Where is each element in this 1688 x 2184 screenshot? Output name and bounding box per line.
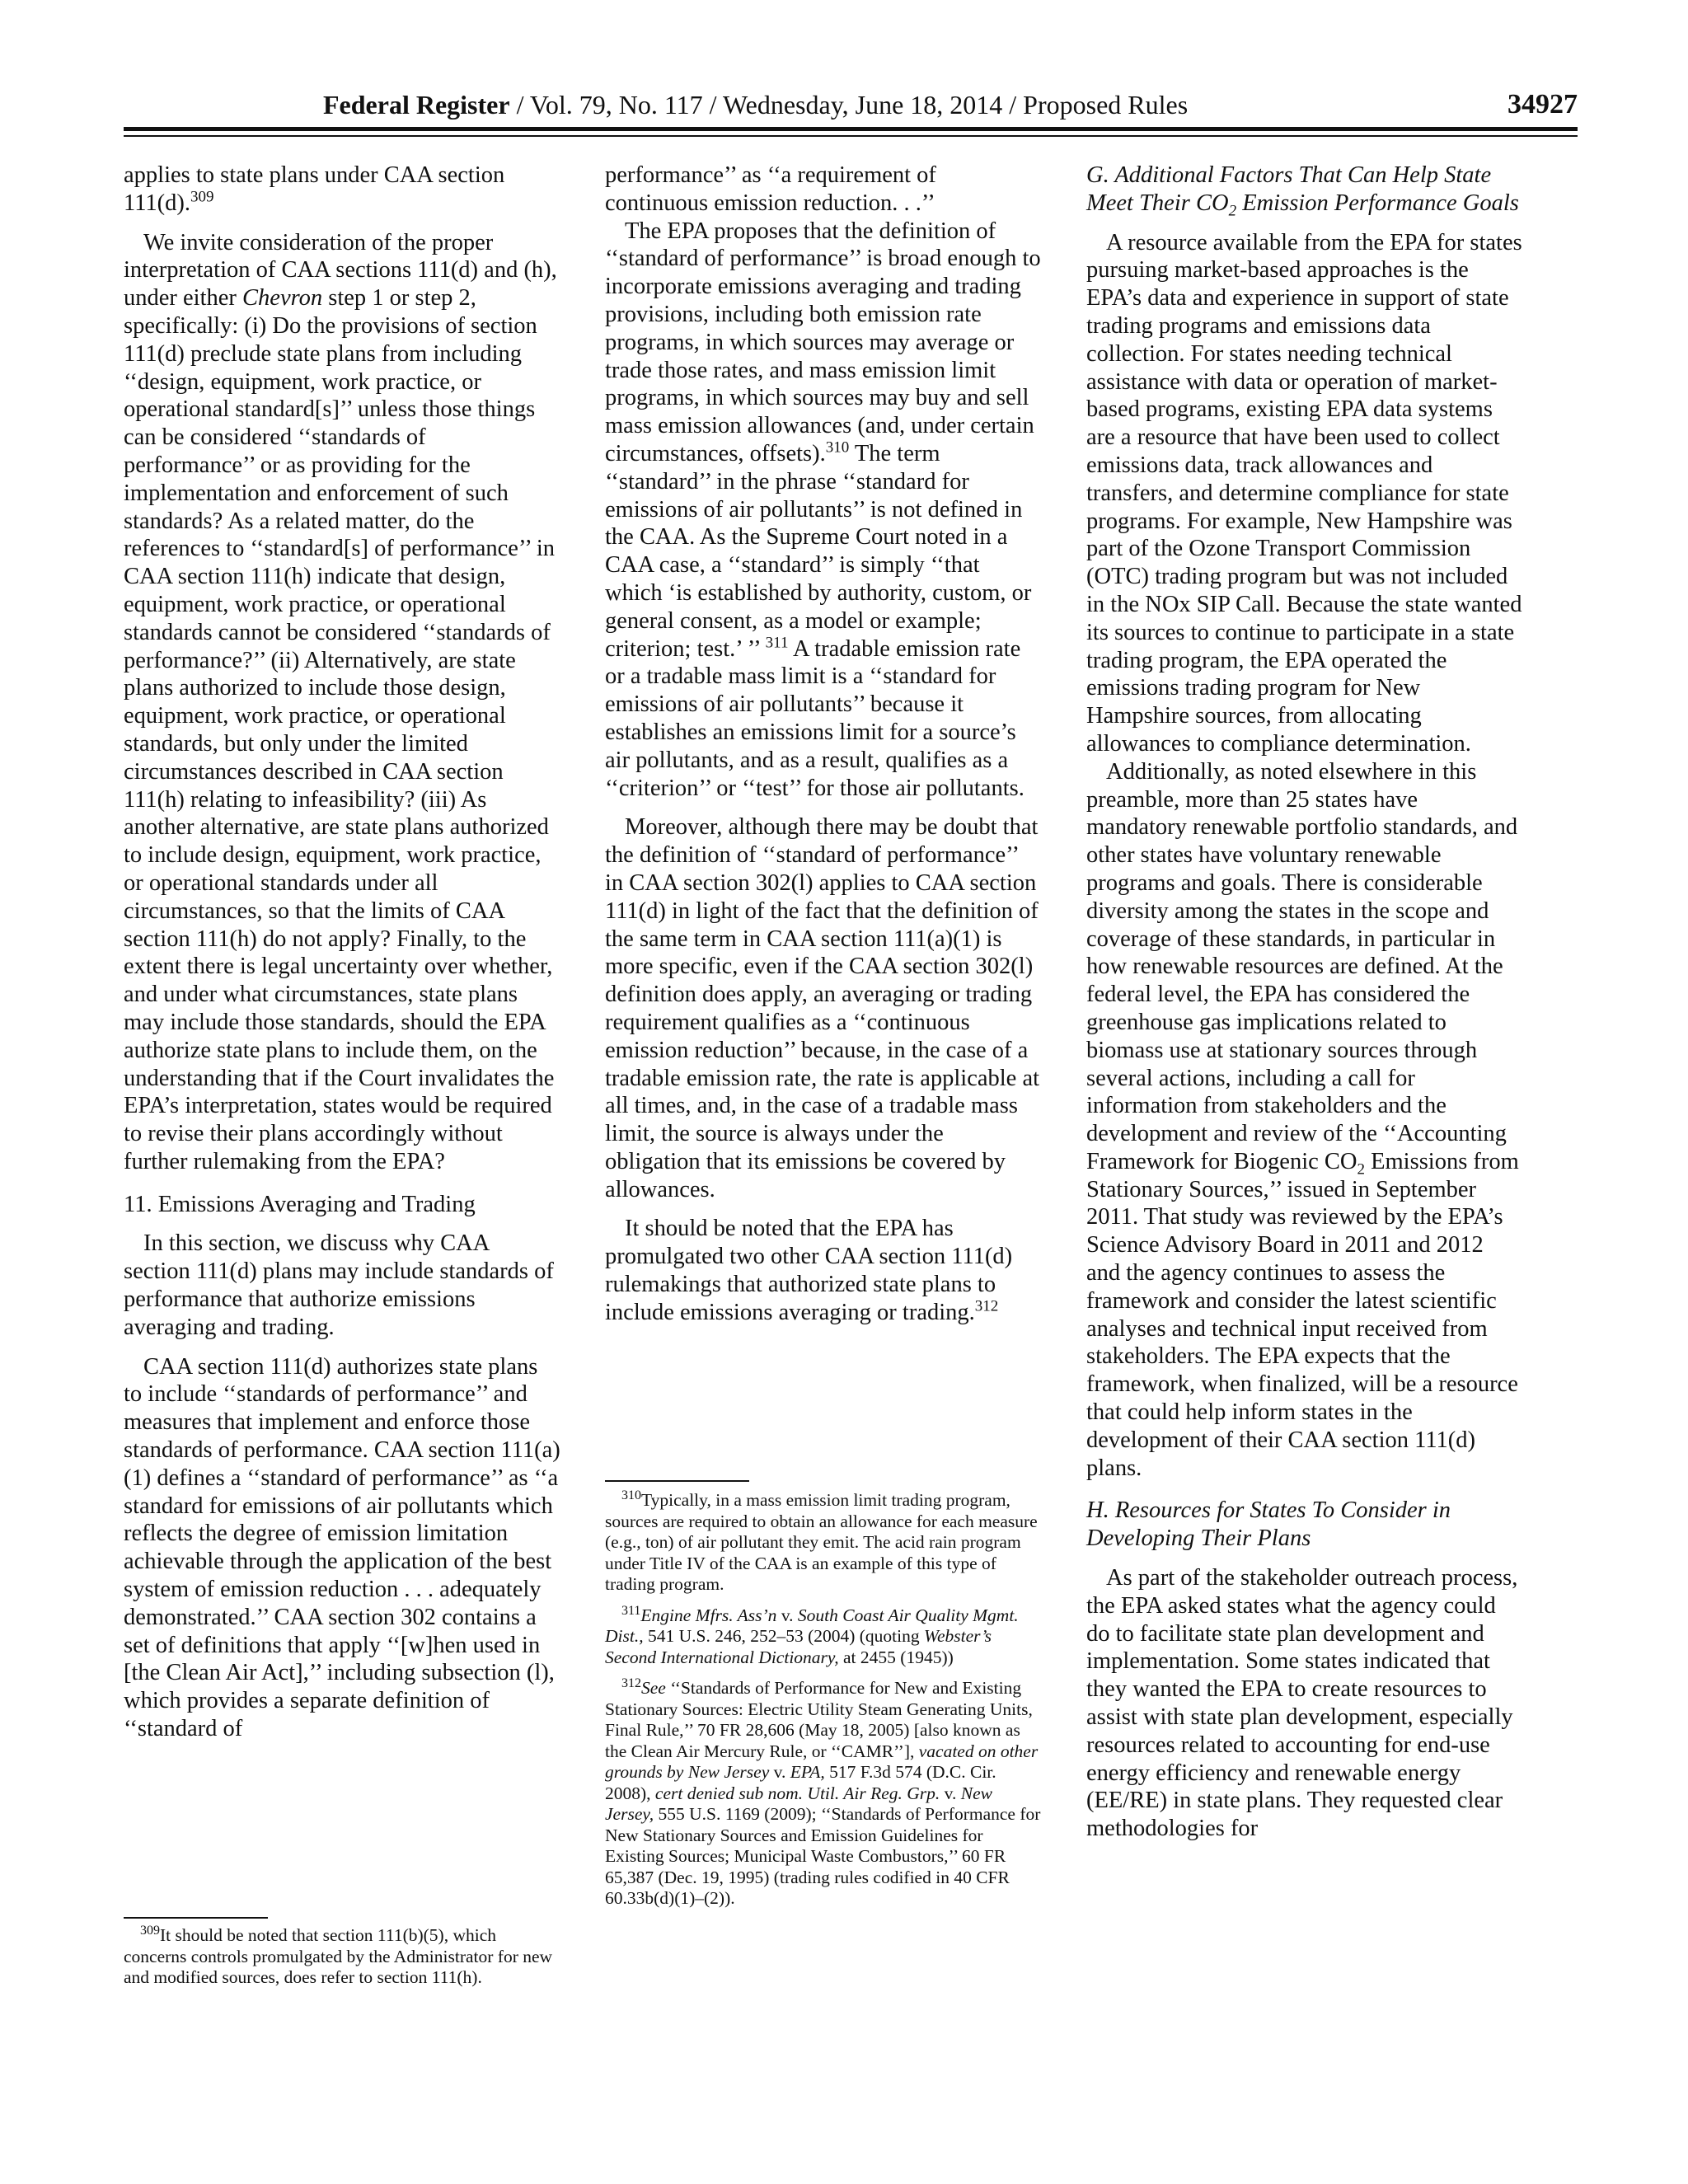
page-header [124,86,1578,124]
paragraph [124,162,560,218]
case-name: Chevron [242,285,323,312]
paragraph: A resource available from the EPA for states pursuing market-based approaches is the EPA’s data and experience in support of state trading programs and emissions data collection. For states needing technical assistance with data or operation of market-based programs, existing EPA data systems are a resource that have been used to collect emissions data, track allowances and transfers, and determine compliance for state programs. For example, New Hampshire was part of the Ozone Transport Commission (OTC) trading program but was not included in the NOx SIP Call. Because the state wanted its sources to continue to participate in a state trading program, the EPA operated the emissions trading program for New Hampshire sources, from allocating allowances to compliance determination. [1086,229,1522,757]
footnote-ref: 311 [765,634,789,652]
footnote-number: 309 [140,1923,160,1938]
text: applies to state plans under CAA section 111(d). [124,162,505,216]
footnote-rule [124,1917,268,1919]
issue-line: / Vol. 79, No. 117 / Wednesday, June 18, 2014 / Proposed Rules [509,90,1189,120]
citation-italic: See [641,1678,666,1698]
text: We invite consideration of the proper interpretation of CAA sections 111(d) and (h), under either [124,229,557,312]
footnote-ref: 310 [825,438,850,457]
citation-italic: Webster’s Second International Dictionary, [605,1626,992,1667]
text: Emission Performance Goals [1236,190,1519,216]
header-citation [323,86,1188,124]
column-2 [605,162,1042,1327]
footnote [124,1925,560,1989]
section-heading-g [1086,162,1523,218]
publication-name: Federal Register [323,90,510,120]
footnote-number: 311 [621,1603,641,1618]
footnote-number: 310 [621,1488,641,1502]
text: The term ‘‘standard’’ in the phrase ‘‘standard for emissions of air pollutants’’ is not defined in the CAA. As the Supreme Court noted in a CAA case, a ‘‘standard’’ is simply ‘‘that which ‘is established by authority, custom, or general consent, as a model or example; criterion; test.’ ’’ [605,440,1032,662]
footnote [605,1675,1042,1910]
footnote-text: Typically, in a mass emission limit trading program, sources are required to obtain an allowance for each measure (e.g., ton) of air pollutant they emit. The acid rain program under Title IV of the CAA is an example of this type of trading program. [605,1490,1038,1594]
paragraph: As part of the stakeholder outreach process, the EPA asked states what the agency could do to facilitate state plan development and implementation. Some states indicated that they wanted the EPA to create resources to assist with state plan development, especially resources related to accounting for end-use energy efficiency and renewable energy (EE/RE) in state plans. They requested clear methodologies for [1086,1565,1518,1842]
footnote-number: 312 [621,1675,641,1690]
footnote [605,1605,1042,1669]
footnote-text: v. [769,1762,790,1782]
citation-italic: Engine Mfrs. Ass’n [640,1605,777,1625]
footnotes-col1 [124,1925,560,1999]
section-heading-h: H. Resources for States To Consider in Developing Their Plans [1086,1497,1451,1552]
page-number: 34927 [1507,89,1578,120]
citation-italic: vacated on other grounds by New Jersey [605,1741,1039,1782]
paragraph [124,229,560,1176]
paragraph: CAA section 111(d) authorizes state plans to include ‘‘standards of performance’’ and measures that implement and enforce those standards of performance. CAA section 111(a)(1) defines a ‘‘standard of performance’’ as ‘‘a standard for emissions of air pollutants which reflects the degree of emission limitation achievable through the application of the best system of emission reduction . . . adequately demonstrated.’’ CAA section 302 contains a set of definitions that apply ‘‘[w]hen used in [the Clean Air Act],’’ including subsection (l), which provides a separate definition of ‘‘standard of [124,1353,560,1742]
header-rule-thick [124,127,1578,131]
paragraph [605,218,1042,803]
citation-italic: cert denied sub nom. Util. Air Reg. Grp. [654,1783,940,1803]
paragraph [1086,758,1523,1483]
subscript: 2 [1228,202,1237,220]
paragraph [605,1215,1042,1326]
footnote-text: It should be noted that section 111(b)(5), which concerns controls promulgated by the Administrator for new and modified sources, does refer to section 111(h). [124,1925,553,1987]
column-3 [1086,162,1523,1843]
section-heading: 11. Emissions Averaging and Trading [124,1191,476,1217]
header-rule-thin [124,135,1578,137]
paragraph: In this section, we discuss why CAA section 111(d) plans may include standards of performance that authorize emissions averaging and trading. [124,1230,554,1340]
footnote-text: 541 U.S. 246, 252–53 (2004) (quoting [643,1626,925,1646]
text: Emissions from Stationary Sources,’’ issued in September 2011. That study was reviewed by the EPA’s Science Advisory Board in 2011 and 2012 and the agency continues to assess the framework and consider the latest scientific analyses and technical input received from stakeholders. The EPA expects that the framework, when finalized, will be a resource that could help inform states in the development of their CAA section 111(d) plans. [1086,1148,1519,1481]
footnote-rule [605,1480,749,1482]
citation-italic: New Jersey, [605,1783,992,1824]
paragraph: Moreover, although there may be doubt that the definition of ‘‘standard of performance’’ in CAA section 302(l) applies to CAA section 111(d) in light of the fact that the definition of the same term in CAA section 111(a)(1) is more specific, even if the CAA section 302(l) definition does apply, an averaging or trading requirement qualifies as a ‘‘continuous emission reduction’’ because, in the case of a tradable emission rate, the rate is applicable at all times, and, in the case of a tradable mass limit, the source is always under the obligation that its emissions be covered by allowances. [605,814,1040,1202]
footnote [605,1490,1042,1596]
footnote-text: v. [940,1783,961,1803]
paragraph: performance’’ as ‘‘a requirement of continuous emission reduction. . .’’ [605,162,936,216]
column-1 [124,162,560,1743]
subscript: 2 [1357,1160,1365,1179]
footnote-text: 555 U.S. 1169 (2009); ‘‘Standards of Performance for New Stationary Sources and Emission Guidelines for Existing Sources; Municipal Waste Combustors,’’ 60 FR 65,387 (Dec. 19, 1995) (trading rules codified in 40 CFR 60.33b(d)(1)–(2)). [605,1804,1041,1908]
text: G. Additional Factors That Can Help State Meet Their CO [1086,162,1492,216]
text: The EPA proposes that the definition of ‘‘standard of performance’’ is broad enough to incorporate emissions averaging and trading provisions, including both emission rate programs, in which sources may average or trade those rates, and mass emission limit programs, in which sources may buy and sell mass emission allowances (and, under certain circumstances, offsets). [605,218,1041,466]
text: A tradable emission rate or a tradable mass limit is a ‘‘standard for emissions of air pollutants’’ because it establishes an emissions limit for a source’s air pollutants, and as a result, qualifies as a ‘‘criterion’’ or ‘‘test’’ for those air pollutants. [605,635,1025,801]
footnote-ref: 309 [190,188,214,206]
text: step 1 or step 2, specifically: (i) Do the provisions of section 111(d) preclude state plans from including ‘‘design, equipment, work practice, or operational standard[s]’’ unless those things can be considered ‘‘standards of performance’’ or as providing for the implementation and enforcement of such standards? As a related matter, do the references to ‘‘standard[s] of performance’’ in CAA section 111(h) indicate that design, equipment, work practice, or operational standards cannot be considered ‘‘standards of performance?’’ (ii) Alternatively, are state plans authorized to include those design, equipment, work practice, or operational standards, but only under the limited circumstances described in CAA section 111(h) relating to infeasibility? (iii) As another alternative, are state plans authorized to include design, equipment, work practice, or operational standards under all circumstances, so that the limits of CAA section 111(h) do not apply? Finally, to the extent there is legal uncertainty over whether, and under what circumstances, state plans may include those standards, should the EPA authorize state plans to include them, on the understanding that if the Court invalidates the EPA’s interpretation, states would be required to revise their plans accordingly without further rulemaking from the EPA? [124,285,555,1174]
citation-italic: EPA, [790,1762,825,1782]
footnote-text: ‘‘Standards of Performance for New and Existing Stationary Sources: Electric Utility Steam Generating Units, Final Rule,’’ 70 FR 28,606 (May 18, 2005) [also known as the Clean Air Mercury Rule, or ‘‘CAMR’’], [605,1678,1033,1761]
footnote-text: at 2455 (1945)) [838,1647,954,1667]
footnotes-col2 [605,1490,1042,1919]
footnote-text: v. [776,1605,798,1625]
text: Additionally, as noted elsewhere in this preamble, more than 25 states have mandatory renewable portfolio standards, and other states have voluntary renewable programs and goals. There is considerable diversity among the states in the scope and coverage of these standards, in particular in how renewable resources are defined. At the federal level, the EPA has considered the greenhouse gas implications related to biomass use at stationary sources through several actions, including a call for information from stakeholders and the development and review of the ‘‘Accounting Framework for Biogenic CO [1086,758,1518,1174]
footnote-text: 517 F.3d 574 (D.C. Cir. 2008), [605,1762,996,1803]
citation-italic: South Coast Air Quality Mgmt. Dist., [605,1605,1019,1646]
footnote-ref: 312 [974,1297,999,1315]
text: It should be noted that the EPA has promulgated two other CAA section 111(d) rulemakings that authorized state plans to include emissions averaging or trading. [605,1216,1013,1325]
